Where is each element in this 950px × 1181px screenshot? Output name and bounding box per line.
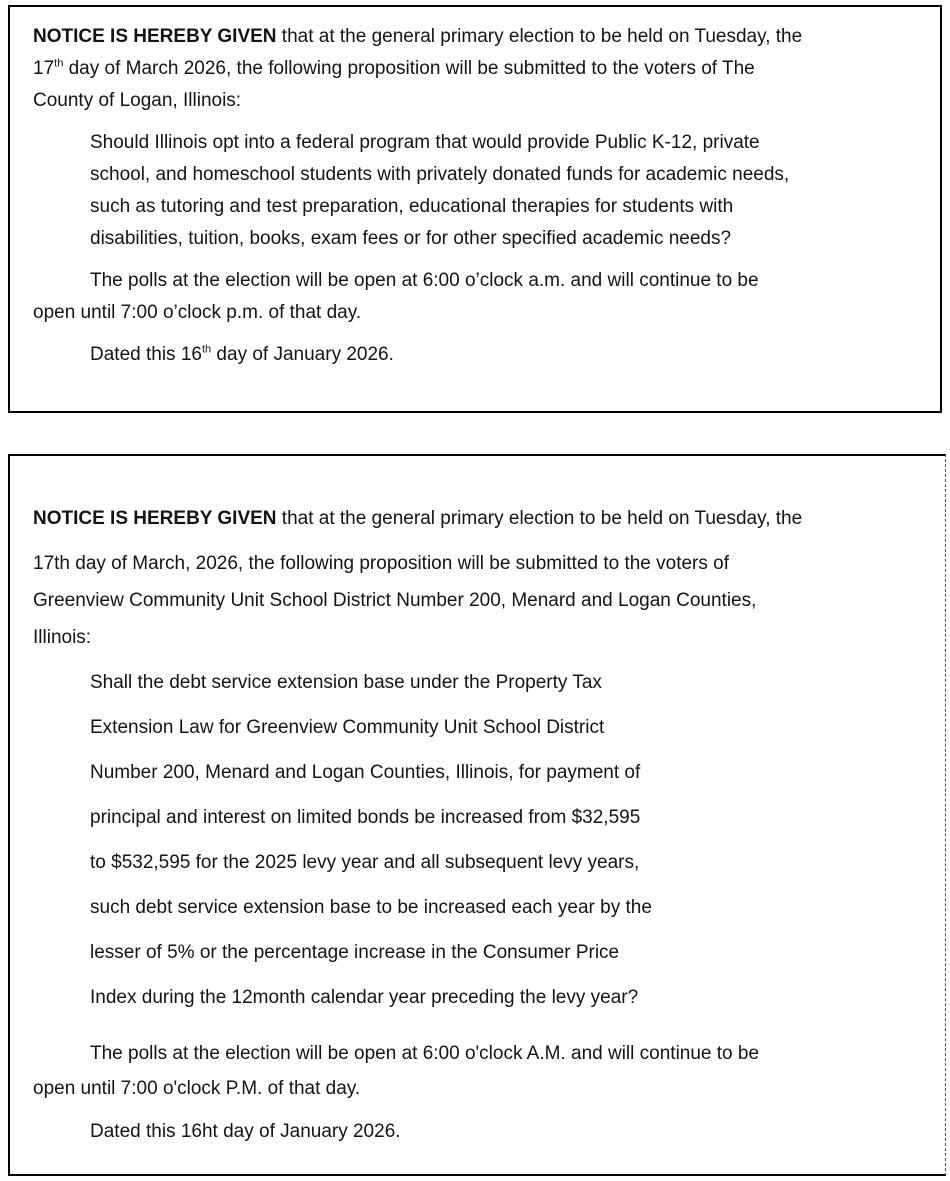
- county-proposition-line: disabilities, tuition, books, exam fees or for other specified academic needs?: [90, 228, 732, 249]
- district-dated-line: Dated this 16ht day of January 2026.: [90, 1121, 401, 1142]
- notice-box-county-logan: [8, 5, 942, 413]
- district-polls-paragraph: [33, 1036, 917, 1106]
- district-intro-line-3: Greenview Community Unit School District Number 200, Menard and Logan Counties,: [33, 590, 757, 611]
- county-intro-line2-text: day of March 2026, the following proposition will be submitted to the voters of The: [63, 58, 755, 79]
- county-dated-text: Dated this 16: [90, 344, 202, 365]
- district-polls-line-1: The polls at the election will be open at 6:00 o'clock A.M. and will continue to be: [90, 1043, 760, 1064]
- district-intro-paragraph: [33, 500, 917, 656]
- county-notice-heading: NOTICE IS HEREBY GIVEN: [33, 26, 277, 47]
- district-notice-heading: NOTICE IS HEREBY GIVEN: [33, 508, 277, 529]
- county-polls-paragraph: [33, 265, 912, 329]
- county-proposition-line: Should Illinois opt into a federal program that would provide Public K-12, private: [90, 132, 760, 153]
- county-intro-line-3: County of Logan, Illinois:: [33, 90, 242, 111]
- county-polls-line-2: open until 7:00 o’clock p.m. of that day.: [33, 302, 362, 323]
- county-dated-line: [33, 339, 912, 371]
- county-date-ordinal-superscript: th: [54, 57, 64, 70]
- county-intro-line1-text: that at the general primary election to be held on Tuesday, the: [276, 26, 803, 47]
- county-intro-line-1: [33, 21, 912, 53]
- county-intro-line-2: [33, 53, 912, 85]
- county-dated-rest: day of January 2026.: [211, 344, 394, 365]
- district-proposition-line: Shall the debt service extension base under the Property Tax: [90, 672, 602, 693]
- county-intro-paragraph: [33, 21, 912, 117]
- county-proposition-line: school, and homeschool students with privately donated funds for academic needs,: [90, 164, 790, 185]
- district-proposition-line: Index during the 12month calendar year preceding the levy year?: [90, 987, 639, 1008]
- county-polls-line-1: The polls at the election will be open at 6:00 o’clock a.m. and will continue to be: [90, 270, 759, 291]
- district-intro-line-2: 17th day of March, 2026, the following proposition will be submitted to the voters of: [33, 553, 730, 574]
- district-proposition-paragraph: [90, 660, 917, 1020]
- notice-box-greenview-district: [8, 454, 946, 1176]
- district-proposition-line: lesser of 5% or the percentage increase in the Consumer Price: [90, 942, 620, 963]
- county-dated-ordinal-superscript: th: [201, 343, 212, 356]
- county-date-number: 17: [33, 58, 55, 79]
- district-intro-line1-text: that at the general primary election to be held on Tuesday, the: [276, 508, 803, 529]
- district-proposition-line: such debt service extension base to be increased each year by the: [90, 897, 652, 918]
- district-polls-line-2: open until 7:00 o'clock P.M. of that day.: [33, 1078, 361, 1099]
- district-proposition-line: to $532,595 for the 2025 levy year and all subsequent levy years,: [90, 852, 640, 873]
- district-intro-line-4: Illinois:: [33, 627, 92, 648]
- district-proposition-line: principal and interest on limited bonds be increased from $32,595: [90, 807, 641, 828]
- county-proposition-line: such as tutoring and test preparation, educational therapies for students with: [90, 196, 734, 217]
- district-proposition-line: Extension Law for Greenview Community Unit School District: [90, 717, 605, 738]
- district-intro-line-1: [33, 500, 917, 537]
- district-proposition-line: Number 200, Menard and Logan Counties, Illinois, for payment of: [90, 762, 641, 783]
- county-proposition-paragraph: [90, 127, 912, 255]
